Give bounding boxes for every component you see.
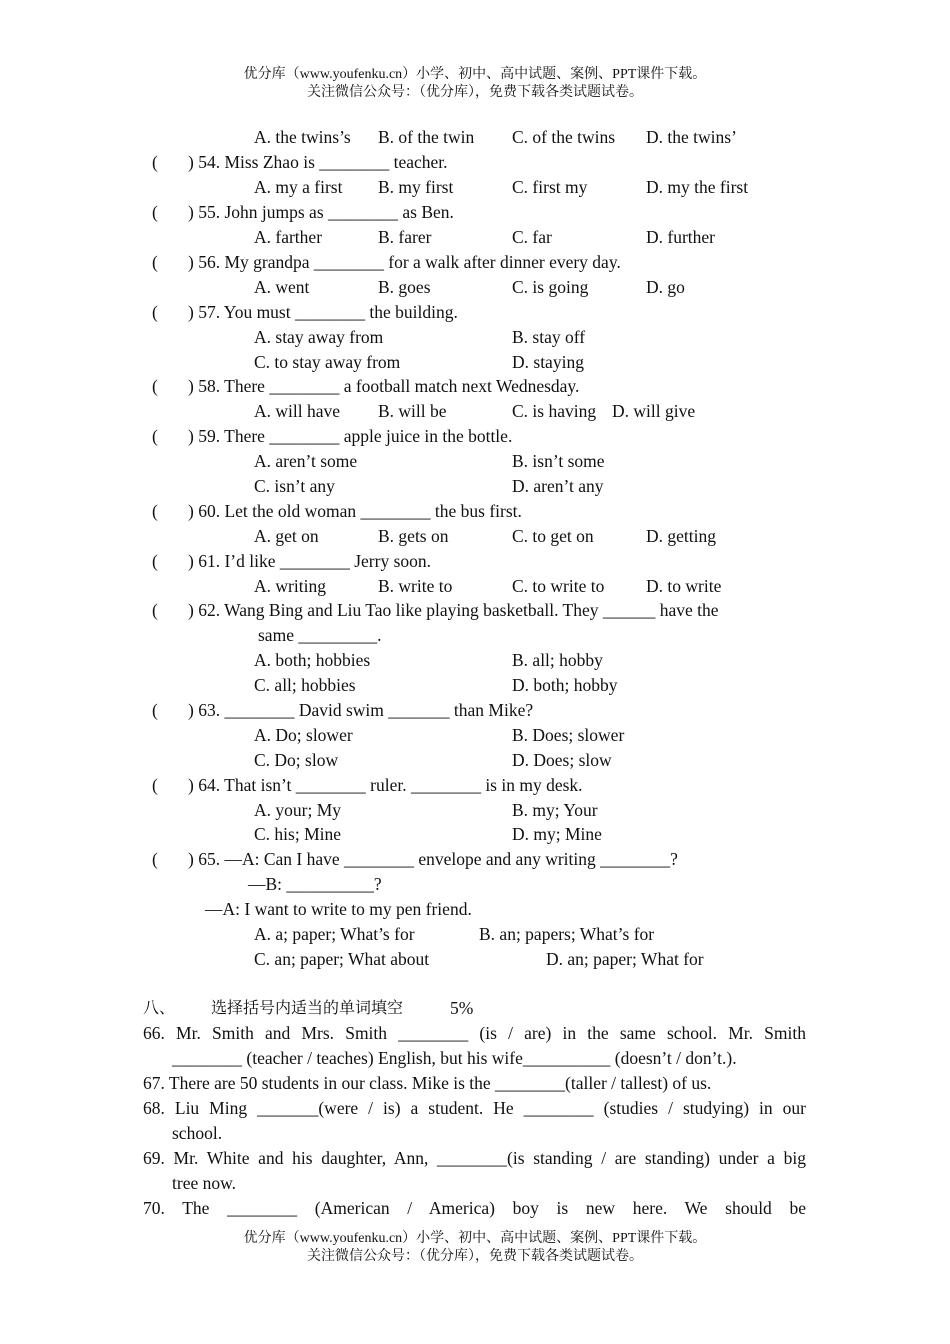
q67-line: 67. There are 50 students in our class. Mike is the ________(taller / tallest) of us. bbox=[143, 1073, 712, 1093]
q58-option-c: C. is having bbox=[512, 401, 597, 421]
q65-option-b: B. an; papers; What’s for bbox=[479, 924, 655, 944]
q60-option-c: C. to get on bbox=[512, 526, 594, 546]
q62-option-d: D. both; hobby bbox=[512, 675, 618, 695]
q56-option-a: A. went bbox=[254, 277, 310, 297]
q62-paren: ( bbox=[152, 600, 158, 620]
q65-option-c: C. an; paper; What about bbox=[254, 949, 430, 969]
q64-option-b: B. my; Your bbox=[512, 800, 598, 820]
q62-option-c: C. all; hobbies bbox=[254, 675, 356, 695]
q53-option-b: B. of the twin bbox=[378, 127, 475, 147]
footer-line-1: 优分库（www.youfenku.cn）小学、初中、高中试题、案例、PPT课件下载。 bbox=[243, 1231, 707, 1246]
header-line-1: 优分库（www.youfenku.cn）小学、初中、高中试题、案例、PPT课件下载。 bbox=[243, 67, 707, 82]
q55-paren: ( bbox=[152, 202, 158, 222]
q61-paren: ( bbox=[152, 551, 158, 571]
q55-option-c: C. far bbox=[512, 227, 552, 247]
q58-paren: ( bbox=[152, 376, 158, 396]
q59-stem: ) 59. There ________ apple juice in the bottle. bbox=[188, 426, 513, 446]
q66-line-1: 66. Mr. Smith and Mrs. Smith ________ (is / are) in the same school. Mr. Smith bbox=[143, 1023, 806, 1043]
q57-option-b: B. stay off bbox=[512, 327, 586, 347]
q65-dialog-b: —B: __________? bbox=[248, 874, 382, 894]
q63-option-a: A. Do; slower bbox=[254, 725, 353, 745]
q58-stem: ) 58. There ________ a football match next Wednesday. bbox=[188, 376, 580, 396]
q61-stem: ) 61. I’d like ________ Jerry soon. bbox=[188, 551, 432, 571]
q65-paren: ( bbox=[152, 849, 158, 869]
q55-option-a: A. farther bbox=[254, 227, 323, 247]
q56-stem: ) 56. My grandpa ________ for a walk after dinner every day. bbox=[188, 252, 621, 272]
q57-option-a: A. stay away from bbox=[254, 327, 384, 347]
q65-stem: ) 65. —A: Can I have ________ envelope and any writing ________? bbox=[188, 849, 678, 869]
q60-paren: ( bbox=[152, 501, 158, 521]
q62-option-b: B. all; hobby bbox=[512, 650, 603, 670]
q58-option-b: B. will be bbox=[378, 401, 447, 421]
footer-line-2: 关注微信公众号：（优分库），免费下载各类试题试卷。 bbox=[307, 1249, 643, 1264]
q59-option-d: D. aren’t any bbox=[512, 476, 604, 496]
section-8-score: 5% bbox=[450, 998, 474, 1018]
q63-option-b: B. Does; slower bbox=[512, 725, 625, 745]
q61-option-c: C. to write to bbox=[512, 576, 605, 596]
q61-option-a: A. writing bbox=[254, 576, 326, 596]
q57-option-c: C. to stay away from bbox=[254, 352, 401, 372]
q58-option-d: D. will give bbox=[612, 401, 696, 421]
q64-option-c: C. his; Mine bbox=[254, 824, 342, 844]
section-8-title: 选择括号内适当的单词填空 bbox=[211, 998, 404, 1017]
q70-line-1: 70. The ________ (American / America) boy is new here. We should be bbox=[143, 1198, 806, 1218]
q61-option-b: B. write to bbox=[378, 576, 453, 596]
q57-option-d: D. staying bbox=[512, 352, 584, 372]
q60-stem: ) 60. Let the old woman ________ the bus first. bbox=[188, 501, 522, 521]
q55-option-d: D. further bbox=[646, 227, 716, 247]
q53-option-c: C. of the twins bbox=[512, 127, 616, 147]
q66-line-2: ________ (teacher / teaches) English, but his wife__________ (doesn’t / don’t.). bbox=[172, 1048, 737, 1068]
q60-option-d: D. getting bbox=[646, 526, 716, 546]
q65-option-d: D. an; paper; What for bbox=[546, 949, 704, 969]
q64-stem: ) 64. That isn’t ________ ruler. ________ is in my desk. bbox=[188, 775, 583, 795]
q68-line-2: school. bbox=[172, 1123, 223, 1143]
q69-line-2: tree now. bbox=[172, 1173, 236, 1193]
page-header bbox=[0, 66, 950, 102]
q63-paren: ( bbox=[152, 700, 158, 720]
q54-option-c: C. first my bbox=[512, 177, 588, 197]
q59-option-c: C. isn’t any bbox=[254, 476, 335, 496]
q58-option-a: A. will have bbox=[254, 401, 341, 421]
q62-stem-cont: same _________. bbox=[258, 625, 382, 645]
q63-option-c: C. Do; slow bbox=[254, 750, 339, 770]
q65-option-a: A. a; paper; What’s for bbox=[254, 924, 415, 944]
q62-stem: ) 62. Wang Bing and Liu Tao like playing basketball. They ______ have the bbox=[188, 600, 719, 620]
q61-option-d: D. to write bbox=[646, 576, 722, 596]
q69-line-1: 69. Mr. White and his daughter, Ann, ________(is standing / are standing) under a big bbox=[143, 1148, 806, 1168]
q56-option-b: B. goes bbox=[378, 277, 431, 297]
section-8-number: 八、 bbox=[143, 998, 176, 1017]
q68-line-1: 68. Liu Ming _______(were / is) a student. He ________ (studies / studying) in our bbox=[143, 1098, 806, 1118]
q60-option-a: A. get on bbox=[254, 526, 319, 546]
q56-option-c: C. is going bbox=[512, 277, 589, 297]
q62-option-a: A. both; hobbies bbox=[254, 650, 371, 670]
q54-option-a: A. my a first bbox=[254, 177, 343, 197]
q57-paren: ( bbox=[152, 302, 158, 322]
q63-stem: ) 63. ________ David swim _______ than Mike? bbox=[188, 700, 534, 720]
q63-option-d: D. Does; slow bbox=[512, 750, 612, 770]
q53-option-d: D. the twins’ bbox=[646, 127, 737, 147]
q64-paren: ( bbox=[152, 775, 158, 795]
page-footer bbox=[0, 1230, 950, 1266]
q60-option-b: B. gets on bbox=[378, 526, 449, 546]
q54-option-d: D. my the first bbox=[646, 177, 749, 197]
q54-stem: ) 54. Miss Zhao is ________ teacher. bbox=[188, 152, 448, 172]
header-line-2: 关注微信公众号：（优分库），免费下载各类试题试卷。 bbox=[307, 85, 643, 100]
q64-option-d: D. my; Mine bbox=[512, 824, 602, 844]
q57-stem: ) 57. You must ________ the building. bbox=[188, 302, 458, 322]
q59-paren: ( bbox=[152, 426, 158, 446]
q54-option-b: B. my first bbox=[378, 177, 454, 197]
q64-option-a: A. your; My bbox=[254, 800, 342, 820]
q55-stem: ) 55. John jumps as ________ as Ben. bbox=[188, 202, 454, 222]
q54-paren: ( bbox=[152, 152, 158, 172]
q53-option-a: A. the twins’s bbox=[254, 127, 351, 147]
q55-option-b: B. farer bbox=[378, 227, 432, 247]
q56-option-d: D. go bbox=[646, 277, 685, 297]
q56-paren: ( bbox=[152, 252, 158, 272]
q65-dialog-a: —A: I want to write to my pen friend. bbox=[205, 899, 472, 919]
q59-option-b: B. isn’t some bbox=[512, 451, 605, 471]
q59-option-a: A. aren’t some bbox=[254, 451, 358, 471]
